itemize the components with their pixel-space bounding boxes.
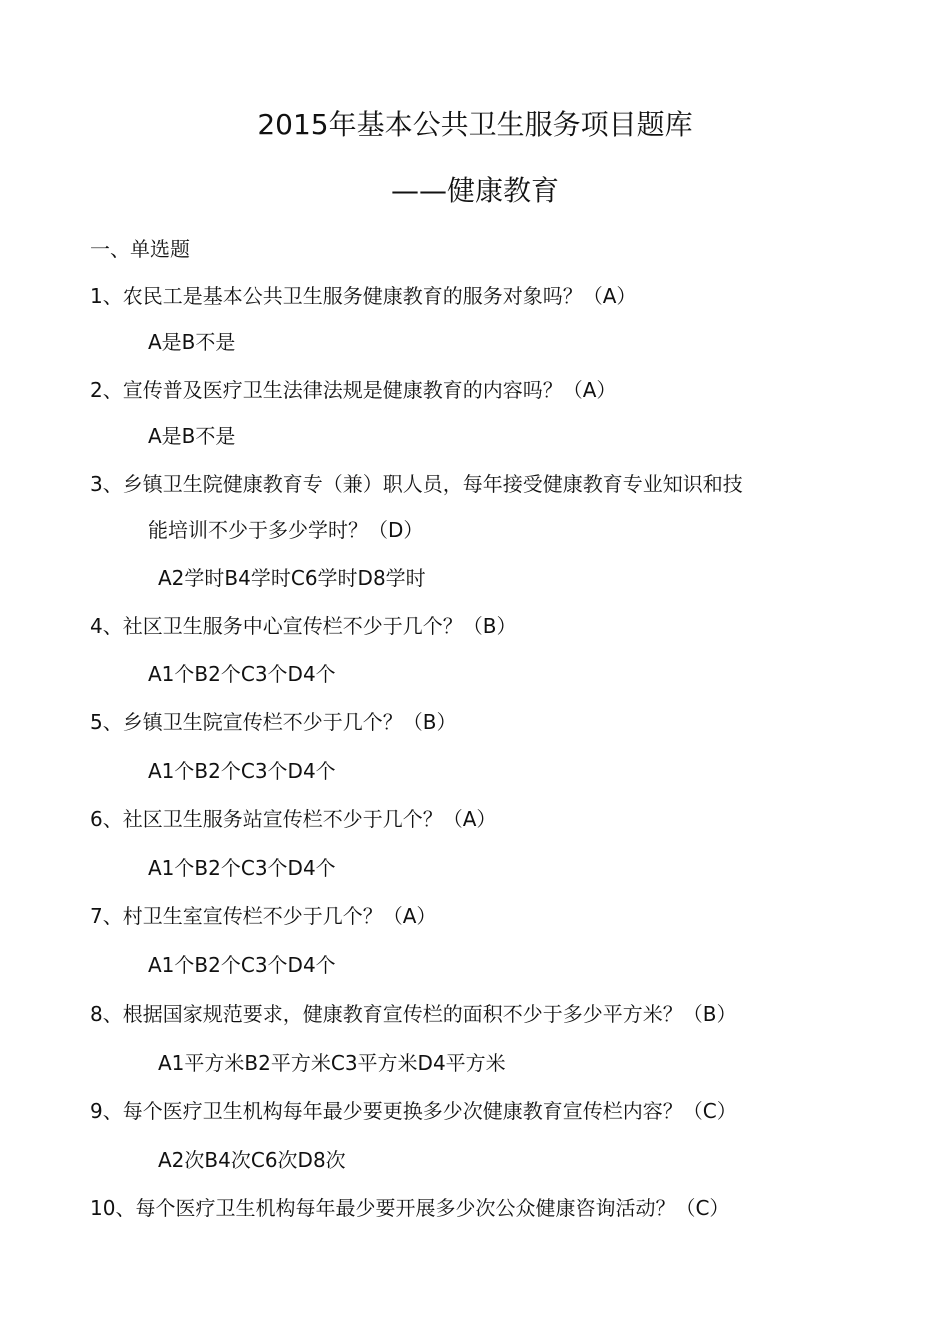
question-5: 5、乡镇卫生院宣传栏不少于几个？（B） [90, 710, 457, 734]
question-3-continuation: 能培训不少于多少学时？（D） [148, 518, 424, 542]
document-title: 2015年基本公共卫生服务项目题库 [257, 108, 693, 141]
question-2: 2、宣传普及医疗卫生法律法规是健康教育的内容吗？（A） [90, 378, 617, 402]
question-8: 8、根据国家规范要求，健康教育宣传栏的面积不少于多少平方米？（B） [90, 1002, 737, 1026]
question-4: 4、社区卫生服务中心宣传栏不少于几个？（B） [90, 614, 517, 638]
question-8-options: A1平方米B2平方米C3平方米D4平方米 [158, 1051, 506, 1075]
question-5-options: A1个B2个C3个D4个 [148, 759, 336, 783]
document-subtitle: ——健康教育 [390, 174, 559, 207]
question-9-options: A2次B4次C6次D8次 [158, 1148, 346, 1172]
question-1-options: A是B不是 [148, 330, 236, 354]
question-3: 3、乡镇卫生院健康教育专（兼）职人员，每年接受健康教育专业知识和技 [90, 472, 743, 496]
section-heading: 一、单选题 [90, 237, 190, 261]
question-4-options: A1个B2个C3个D4个 [148, 662, 336, 686]
question-6: 6、社区卫生服务站宣传栏不少于几个？（A） [90, 807, 497, 831]
question-3-options: A2学时B4学时C6学时D8学时 [158, 566, 426, 590]
question-9: 9、每个医疗卫生机构每年最少要更换多少次健康教育宣传栏内容？（C） [90, 1099, 737, 1123]
question-6-options: A1个B2个C3个D4个 [148, 856, 336, 880]
question-2-options: A是B不是 [148, 424, 236, 448]
question-1: 1、农民工是基本公共卫生服务健康教育的服务对象吗？（A） [90, 284, 637, 308]
question-10: 10、每个医疗卫生机构每年最少要开展多少次公众健康咨询活动？（C） [90, 1196, 730, 1220]
question-7: 7、村卫生室宣传栏不少于几个？（A） [90, 904, 437, 928]
question-7-options: A1个B2个C3个D4个 [148, 953, 336, 977]
